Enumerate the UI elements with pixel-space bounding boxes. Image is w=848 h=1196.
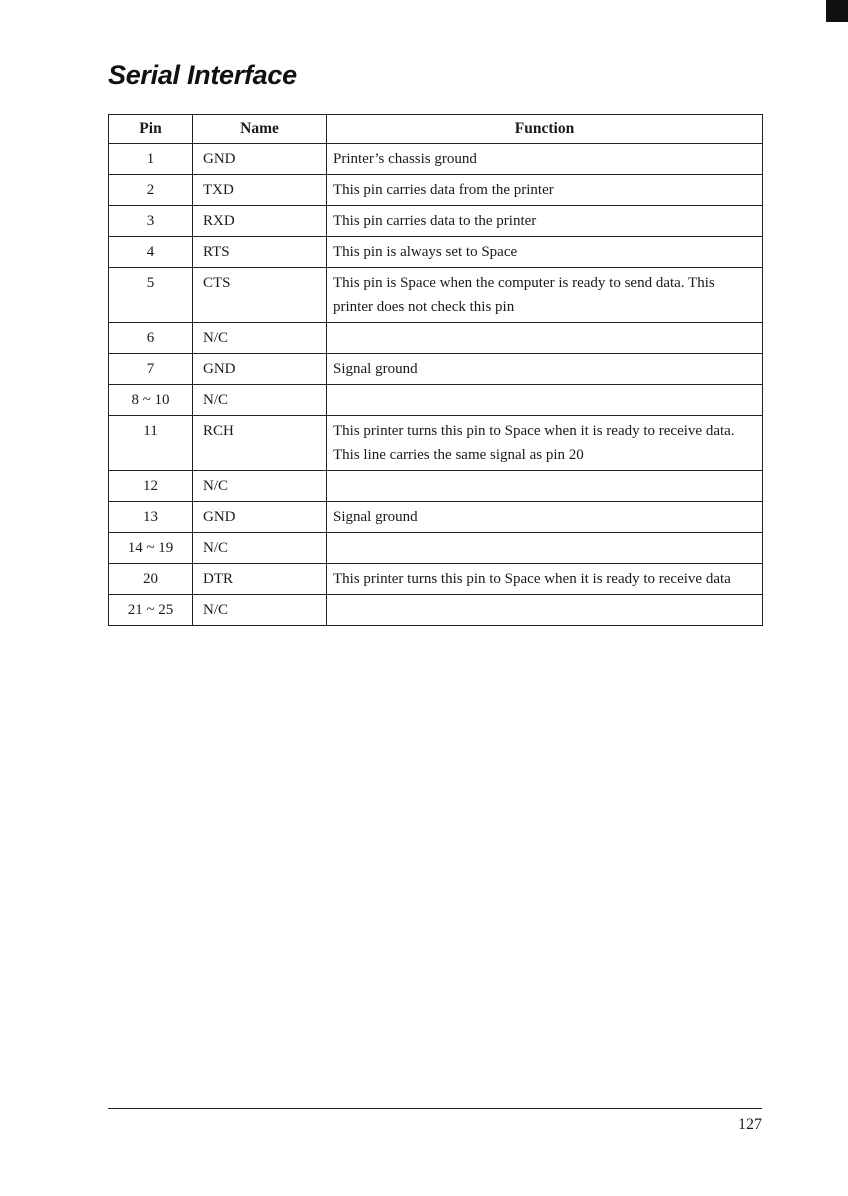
table-row <box>109 595 763 626</box>
page-number: 127 <box>738 1116 762 1133</box>
pin-cell: 5 <box>109 268 193 323</box>
function-cell: Signal ground <box>327 502 763 533</box>
page-corner-mark <box>826 0 848 22</box>
table-row <box>109 385 763 416</box>
name-cell: N/C <box>193 385 327 416</box>
function-cell <box>327 533 763 564</box>
name-cell: RCH <box>193 416 327 471</box>
table-row <box>109 354 763 385</box>
function-cell <box>327 385 763 416</box>
pin-cell: 8 ~ 10 <box>109 385 193 416</box>
pin-cell: 14 ~ 19 <box>109 533 193 564</box>
function-cell: This pin is always set to Space <box>327 237 763 268</box>
pin-cell: 4 <box>109 237 193 268</box>
name-cell: N/C <box>193 471 327 502</box>
table-row <box>109 206 763 237</box>
table-row <box>109 416 763 471</box>
name-cell: RTS <box>193 237 327 268</box>
pin-cell: 3 <box>109 206 193 237</box>
table-row <box>109 564 763 595</box>
function-cell: This printer turns this pin to Space when it is ready to receive data. This line carries the same signal as pin 20 <box>327 416 763 471</box>
table-header-row <box>109 115 763 144</box>
name-cell: RXD <box>193 206 327 237</box>
name-cell: N/C <box>193 533 327 564</box>
table-row <box>109 471 763 502</box>
pin-cell: 2 <box>109 175 193 206</box>
table-row <box>109 268 763 323</box>
table-row <box>109 144 763 175</box>
function-cell <box>327 595 763 626</box>
name-cell: GND <box>193 502 327 533</box>
function-cell <box>327 471 763 502</box>
function-cell: This pin is Space when the computer is ready to send data. This printer does not check this pin <box>327 268 763 323</box>
pin-cell: 6 <box>109 323 193 354</box>
pin-cell: 7 <box>109 354 193 385</box>
pin-cell: 11 <box>109 416 193 471</box>
name-cell: GND <box>193 354 327 385</box>
function-cell: Signal ground <box>327 354 763 385</box>
function-cell: This pin carries data to the printer <box>327 206 763 237</box>
name-cell: GND <box>193 144 327 175</box>
function-cell <box>327 323 763 354</box>
table-row <box>109 237 763 268</box>
table-row <box>109 175 763 206</box>
page-title: Serial Interface <box>108 60 297 90</box>
header-name: Name <box>193 115 327 144</box>
footer-divider <box>108 1108 762 1109</box>
function-cell: Printer’s chassis ground <box>327 144 763 175</box>
pin-cell: 12 <box>109 471 193 502</box>
name-cell: N/C <box>193 323 327 354</box>
name-cell: N/C <box>193 595 327 626</box>
serial-pin-table <box>108 114 763 626</box>
function-cell: This pin carries data from the printer <box>327 175 763 206</box>
name-cell: TXD <box>193 175 327 206</box>
header-pin: Pin <box>109 115 193 144</box>
table-row <box>109 533 763 564</box>
header-function: Function <box>327 115 763 144</box>
function-cell: This printer turns this pin to Space when it is ready to receive data <box>327 564 763 595</box>
table-row <box>109 502 763 533</box>
pin-cell: 20 <box>109 564 193 595</box>
table-row <box>109 323 763 354</box>
name-cell: CTS <box>193 268 327 323</box>
name-cell: DTR <box>193 564 327 595</box>
pin-cell: 1 <box>109 144 193 175</box>
pin-cell: 13 <box>109 502 193 533</box>
pin-cell: 21 ~ 25 <box>109 595 193 626</box>
